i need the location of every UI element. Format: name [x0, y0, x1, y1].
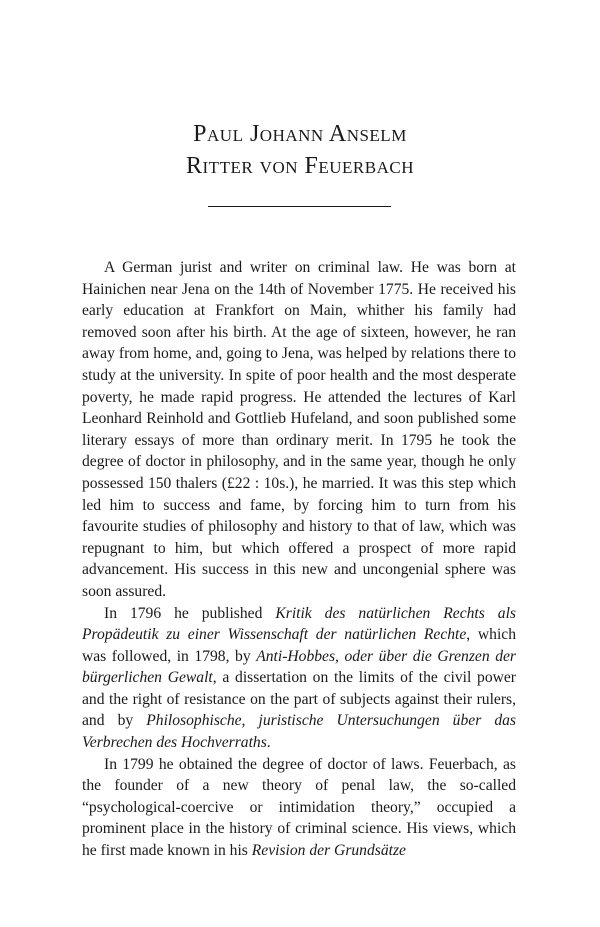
- title-divider: [208, 206, 391, 207]
- paragraph-3-text-1: In 1799 he obtained the degree of doctor of laws. Feuerbach, as the founder of a new theory of penal law, the so-called “psychological-coercive or intimidation theory,” occupied a prominent place in the history of criminal science. His views, which he first made known in his: [82, 755, 516, 860]
- book-title-untersuchungen: Philosophische, juristische Untersuchungen über das Verbrechen des Hochverraths: [82, 712, 516, 752]
- paragraph-2: [82, 603, 516, 754]
- paragraph-1: A German jurist and writer on criminal law. He was born at Hainichen near Jena on the 14th of November 1775. He received his early education at Frankfort on Main, whither his family had removed soon after his birth. At the age of sixteen, however, he ran away from home, and, going to Jena, was helped by relations there to study at the university. In spite of poor health and the most desperate poverty, he made rapid progress. He attended the lectures of Karl Leonhard Reinhold and Gottlieb Hufeland, and soon published some literary essays of more than ordinary merit. In 1795 he took the degree of doctor in philosophy, and in the same year, though he only possessed 150 thalers (£22 : 10s.), he married. It was this step which led him to success and fame, by forcing him to turn from his favourite studies of philosophy and history to that of law, which was repugnant to him, but which offered a prospect of more rapid advancement. His success in this new and uncongenial sphere was soon assured.: [82, 259, 516, 600]
- body-text: [82, 257, 516, 862]
- paragraph-2-text-2: , which was followed, in 1798, by: [82, 626, 517, 665]
- chapter-title: [0, 118, 600, 182]
- paragraph-3: [82, 754, 516, 862]
- book-title-revision: Revision der Grundsätze: [251, 842, 406, 860]
- chapter-title-line-1: Paul Johann Anselm: [193, 121, 407, 147]
- book-title-anti-hobbes: Anti-Hobbes, oder über die Grenzen der bürgerlichen Gewalt: [82, 647, 516, 687]
- paragraph-2-text-4: .: [266, 734, 271, 752]
- paragraph-2-text-1: In 1796 he published: [104, 604, 276, 622]
- book-title-kritik: Kritik des natürlichen Rechts als Propädeutik zu einer Wissenschaft der natürlichen Rechte: [82, 604, 516, 644]
- paragraph-2-text-3: , a dissertation on the limits of the civil power and the right of resistance on the part of subjects against their rulers, and by: [82, 669, 516, 730]
- chapter-title-line-2: Ritter von Feuerbach: [186, 153, 414, 179]
